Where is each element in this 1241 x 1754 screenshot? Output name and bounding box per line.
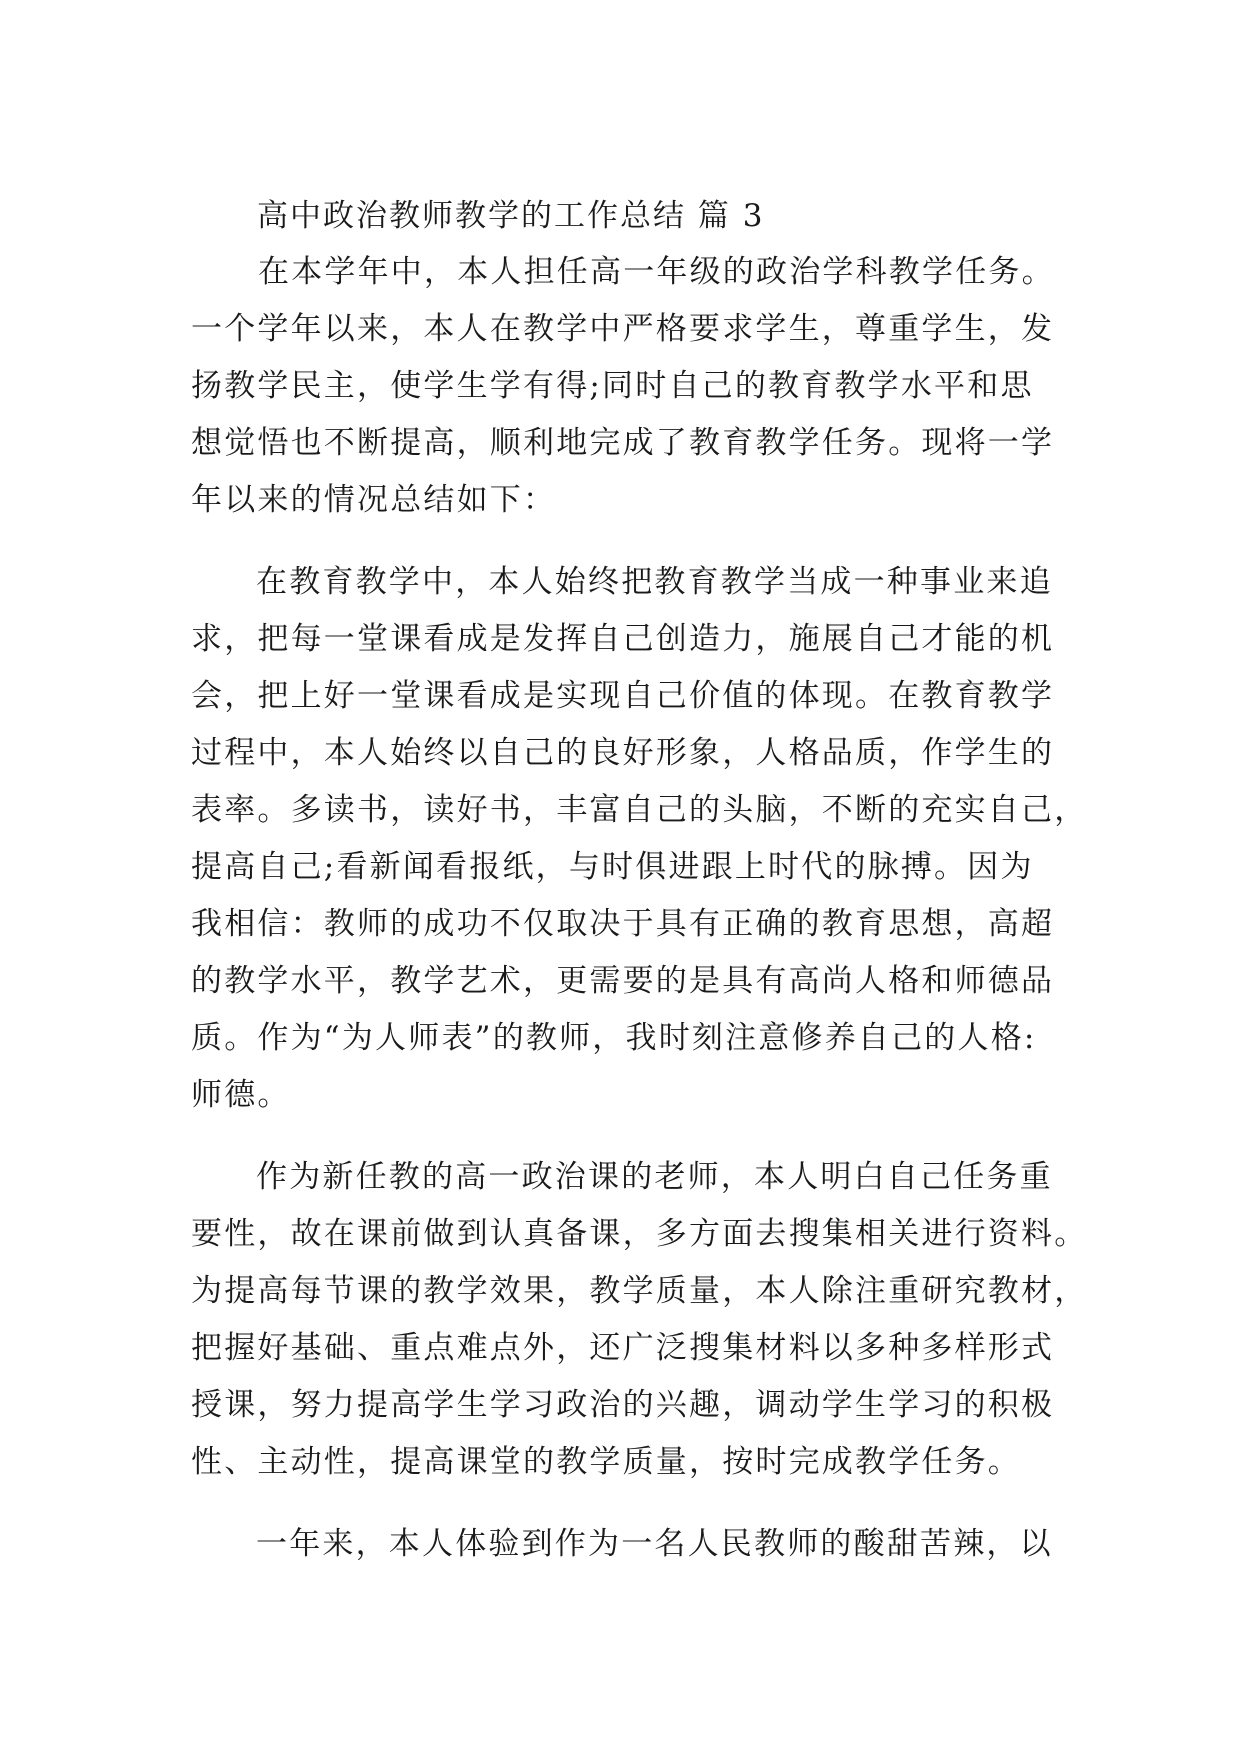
text-line: 扬教学民主，使学生学有得;同时自己的教育教学水平和思 [191, 368, 1034, 404]
text-line: 师德。 [191, 1077, 291, 1113]
text-line: 质。作为“为人师表”的教师，我时刻注意修养自己的人格: [191, 1020, 1037, 1056]
text-line: 要性，故在课前做到认真备课，多方面去搜集相关进行资料。 [191, 1216, 1088, 1252]
text-line: 一年来，本人体验到作为一名人民教师的酸甜苦辣，以 [256, 1526, 1053, 1562]
document-title: 高中政治教师教学的工作总结 篇 3 [257, 198, 765, 234]
text-line: 求，把每一堂课看成是发挥自己创造力，施展自己才能的机 [191, 621, 1055, 657]
text-line: 过程中，本人始终以自己的良好形象，人格品质，作学生的 [191, 735, 1055, 771]
text-line: 授课，努力提高学生学习政治的兴趣，调动学生学习的积极 [191, 1387, 1055, 1423]
text-line: 想觉悟也不断提高，顺利地完成了教育教学任务。现将一学 [191, 425, 1055, 461]
text-line: 作为新任教的高一政治课的老师，本人明白自己任务重 [256, 1159, 1053, 1195]
text-line: 在本学年中，本人担任高一年级的政治学科教学任务。 [258, 254, 1055, 290]
text-line: 我相信：教师的成功不仅取决于具有正确的教育思想，高超 [191, 906, 1055, 942]
text-line: 把握好基础、重点难点外，还广泛搜集材料以多种多样形式 [191, 1330, 1055, 1366]
text-line: 提高自己;看新闻看报纸，与时俱进跟上时代的脉搏。因为 [191, 849, 1034, 885]
text-line: 会，把上好一堂课看成是实现自己价值的体现。在教育教学 [191, 678, 1055, 714]
text-line: 的教学水平，教学艺术，更需要的是具有高尚人格和师德品 [191, 963, 1055, 999]
text-line: 为提高每节课的教学效果，教学质量，本人除注重研究教材， [191, 1273, 1088, 1309]
text-line: 在教育教学中，本人始终把教育教学当成一种事业来追 [256, 564, 1053, 600]
text-line: 性、主动性，提高课堂的教学质量，按时完成教学任务。 [191, 1444, 1021, 1480]
text-line: 年以来的情况总结如下： [191, 482, 557, 518]
text-line: 表率。多读书，读好书，丰富自己的头脑，不断的充实自己， [191, 792, 1088, 828]
text-line: 一个学年以来，本人在教学中严格要求学生，尊重学生，发 [191, 311, 1055, 347]
